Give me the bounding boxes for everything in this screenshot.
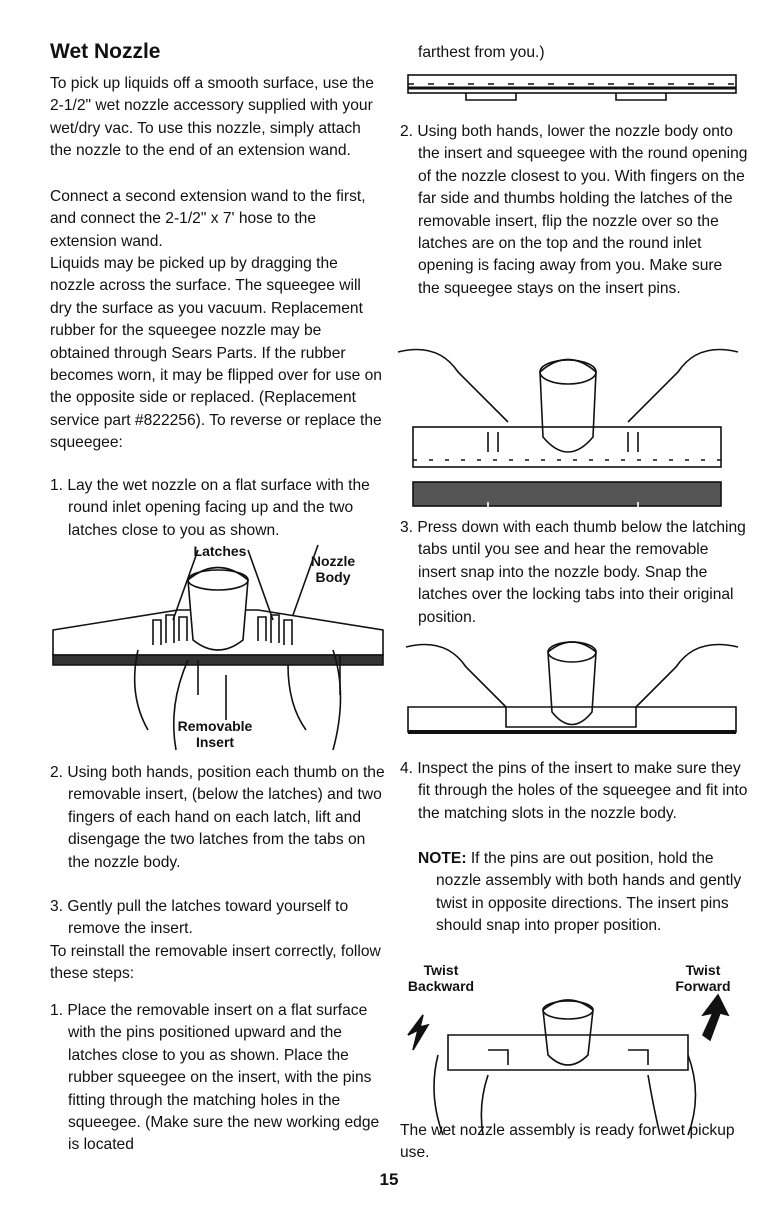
right-step-3: 3. Press down with each thumb below the latching tabs until you see and hear the removable insert snap into the nozzle body. Snap the latches over the locking tabs into their original position. (400, 519, 746, 626)
note-label: NOTE: (418, 850, 467, 867)
continued-text: farthest from you.) (418, 44, 545, 61)
figure-latches-illustration (48, 555, 388, 755)
figure-press-latches (406, 632, 738, 742)
twist-forward-label: Twist Forward (675, 962, 731, 994)
left-step-1: 1. Lay the wet nozzle on a flat surface with the round inlet opening facing up and the two latches close to you as shown. (50, 477, 370, 539)
page-number: 15 (379, 1170, 399, 1189)
note-text: If the pins are out position, hold the nozzle assembly with both hands and gently twist in opposite directions. The insert pins should snap into proper position. (436, 850, 742, 935)
liquids-paragraph: Liquids may be picked up by dragging the nozzle across the surface. The squeegee will dry the surface as you vacuum. Replacement rubber for the squeegee nozzle may be obtained through Sears Parts. If the rubber becomes worn, it may be flipped over for use on the opposite side or replaced. (Replacement service part #822256). To reverse or replace the squeegee: (50, 255, 382, 452)
figure-flip-nozzle (398, 342, 738, 512)
reinstall-paragraph: To reinstall the removable insert correctly, follow these steps: (50, 943, 381, 983)
left-step-2: 2. Using both hands, position each thumb on the removable insert, (below the latches) and two fingers of each hand on each latch, lift and disengage the two latches from the tabs on the nozzle body. (50, 764, 385, 871)
latches-label: Latches (193, 543, 247, 559)
note-paragraph (418, 848, 756, 938)
figure-insert-squeegee (406, 70, 738, 106)
connect-paragraph: Connect a second extension wand to the first, and connect the 2-1/2" x 7' hose to the extension wand. (50, 188, 366, 250)
removable-insert-label: Removable Insert (177, 718, 253, 750)
reinstall-step-1: 1. Place the removable insert on a flat surface with the pins positioned upward and the latches close to you as shown. Place the rubber squeegee on the insert, with the pins fitting through the matching holes in the squeegee. (Make sure the new working edge is located (50, 1002, 380, 1154)
right-step-2: 2. Using both hands, lower the nozzle body onto the insert and squeegee with the round opening of the nozzle closest to you. With fingers on the far side and thumbs holding the latches of the removable insert, flip the nozzle over so the latches are on the top and the round inlet opening is facing away from you. Make sure the squeegee stays on the insert pins. (400, 123, 748, 297)
left-step-3: 3. Gently pull the latches toward yourself to remove the insert. (50, 898, 349, 938)
right-step-4: 4. Inspect the pins of the insert to make sure they fit through the holes of the squeegee and fit into the matching slots in the nozzle body. (400, 760, 748, 822)
final-paragraph: The wet nozzle assembly is ready for wet pickup use. (400, 1122, 735, 1162)
intro-paragraph: To pick up liquids off a smooth surface, use the 2-1/2" wet nozzle accessory supplied with your wet/dry vac. To use this nozzle, simply attach the nozzle to the end of an extension wand. (50, 75, 374, 160)
nozzle-body-label: Nozzle Body (310, 553, 356, 585)
page-title: Wet Nozzle (50, 40, 161, 63)
twist-backward-label: Twist Backward (407, 962, 475, 994)
figure-twist-nozzle (398, 995, 738, 1140)
